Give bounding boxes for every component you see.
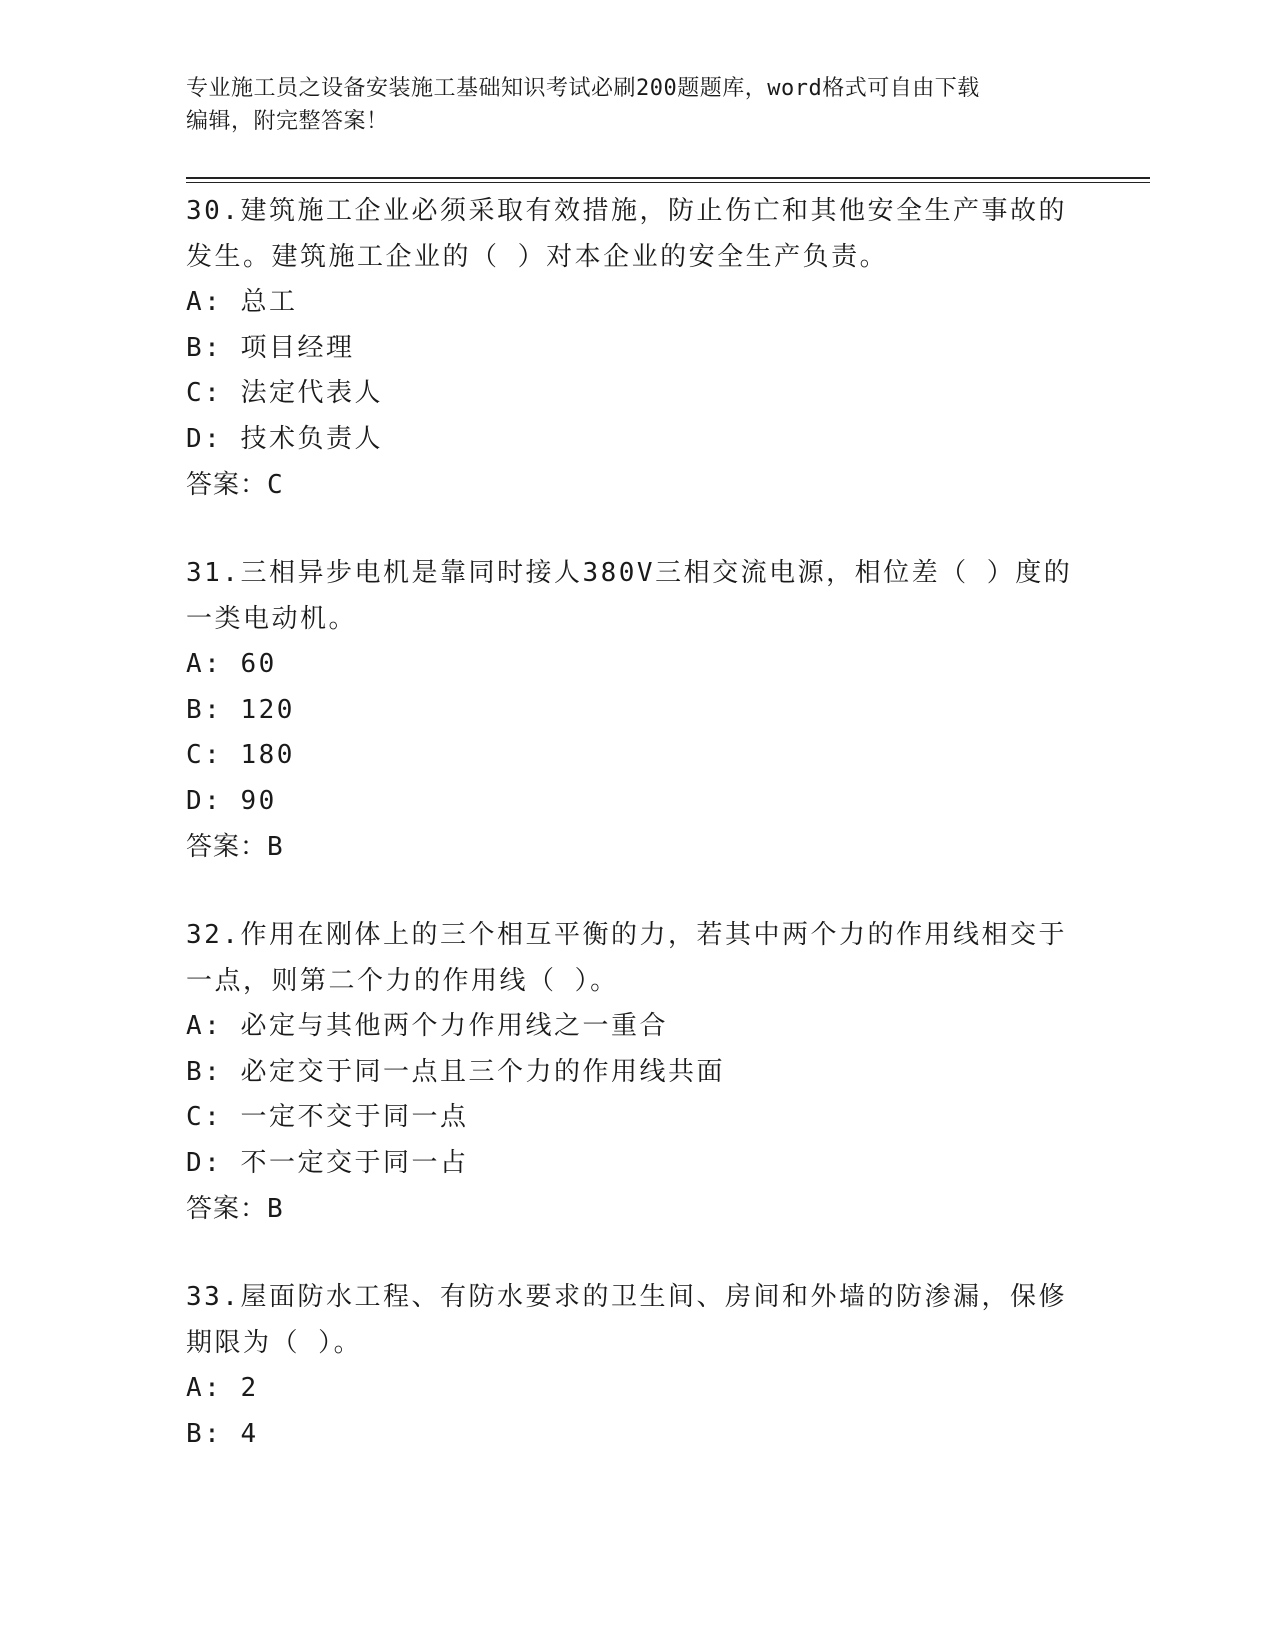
option-a: A: 2: [186, 1373, 259, 1403]
answer-line: [186, 1186, 1086, 1232]
answer-line: [186, 824, 1086, 870]
option-c: C: 180: [186, 740, 295, 770]
question-31: [186, 550, 1086, 870]
option-b: B: 项目经理: [186, 332, 355, 363]
question-stem: 32.作用在刚体上的三个相互平衡的力，若其中两个力的作用线相交于一点，则第二个力的作用线（ ）。: [186, 920, 1067, 996]
option-b: B: 必定交于同一点且三个力的作用线共面: [186, 1056, 725, 1087]
option-d: D: 不一定交于同一占: [186, 1147, 469, 1178]
answer-value: B: [267, 832, 284, 862]
answer-label: 答案：: [186, 470, 268, 500]
option-d: D: 90: [186, 785, 277, 816]
option-a: A: 总工: [186, 287, 298, 317]
option-a: A: 必定与其他两个力作用线之一重合: [186, 1011, 668, 1041]
question-33: [186, 1274, 1086, 1457]
answer-label: 答案：: [186, 832, 268, 862]
question-stem: 30.建筑施工企业必须采取有效措施，防止伤亡和其他安全生产事故的发生。建筑施工企业的（ ）对本企业的安全生产负责。: [186, 196, 1067, 272]
question-stem: 33.屋面防水工程、有防水要求的卫生间、房间和外墙的防渗漏，保修期限为（ ）。: [186, 1282, 1067, 1358]
option-b: B: 4: [186, 1418, 259, 1449]
header-divider-thick: [186, 177, 1150, 179]
option-d: D: 技术负责人: [186, 423, 383, 454]
question-stem: 31.三相异步电机是靠同时接人380V三相交流电源，相位差（ ）度的一类电动机。: [186, 558, 1073, 634]
option-b: B: 120: [186, 694, 295, 725]
header-line-1: 专业施工员之设备安装施工基础知识考试必刷200题题库，word格式可自由下载: [186, 76, 980, 101]
question-30: [186, 188, 1086, 508]
answer-value: C: [267, 470, 284, 500]
question-list: [186, 188, 1086, 1457]
answer-label: 答案：: [186, 1194, 268, 1224]
document-header: [186, 72, 1066, 138]
header-line-2: 编辑，附完整答案！: [186, 109, 389, 134]
option-c: C: 一定不交于同一点: [186, 1102, 469, 1132]
answer-line: [186, 462, 1086, 508]
question-32: [186, 912, 1086, 1232]
answer-value: B: [267, 1194, 284, 1224]
option-c: C: 法定代表人: [186, 378, 383, 408]
header-divider-thin: [186, 182, 1150, 183]
option-a: A: 60: [186, 649, 277, 679]
